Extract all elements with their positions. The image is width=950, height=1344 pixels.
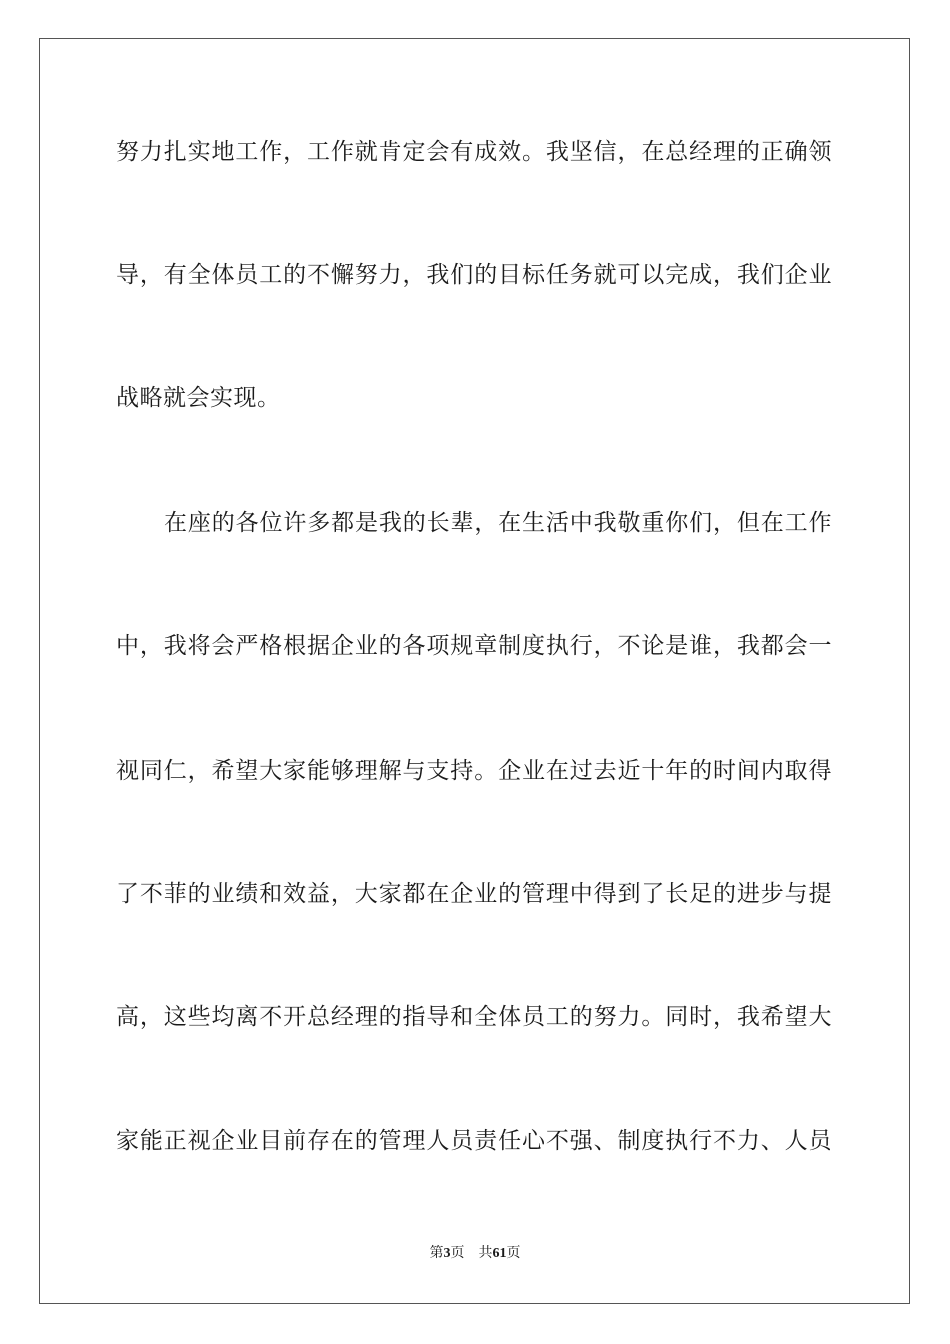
paragraph-line: 在座的各位许多都是我的长辈，在生活中我敬重你们，但在工作 — [164, 510, 832, 536]
total-suffix: 页 — [506, 1246, 521, 1261]
page-number: 3 — [443, 1246, 451, 1261]
paragraph-line: 了不菲的业绩和效益，大家都在企业的管理中得到了长足的进步与提 — [116, 881, 832, 907]
page-footer — [0, 1245, 950, 1263]
paragraph-line: 视同仁，希望大家能够理解与支持。企业在过去近十年的时间内取得 — [116, 758, 832, 784]
page-border — [39, 38, 910, 1304]
page-suffix: 页 — [450, 1246, 465, 1261]
paragraph-line: 家能正视企业目前存在的管理人员责任心不强、制度执行不力、人员 — [116, 1128, 832, 1154]
paragraph-line: 战略就会实现。 — [116, 385, 281, 411]
paragraph-line: 高，这些均离不开总经理的指导和全体员工的努力。同时，我希望大 — [116, 1004, 832, 1030]
page-prefix: 第 — [429, 1246, 444, 1261]
paragraph-line: 努力扎实地工作，工作就肯定会有成效。我坚信，在总经理的正确领 — [116, 139, 832, 165]
total-pages: 61 — [492, 1246, 507, 1261]
paragraph-line: 导，有全体员工的不懈努力，我们的目标任务就可以完成，我们企业 — [116, 262, 832, 288]
paragraph-line: 中，我将会严格根据企业的各项规章制度执行，不论是谁，我都会一 — [116, 633, 832, 659]
total-prefix: 共 — [478, 1246, 493, 1261]
